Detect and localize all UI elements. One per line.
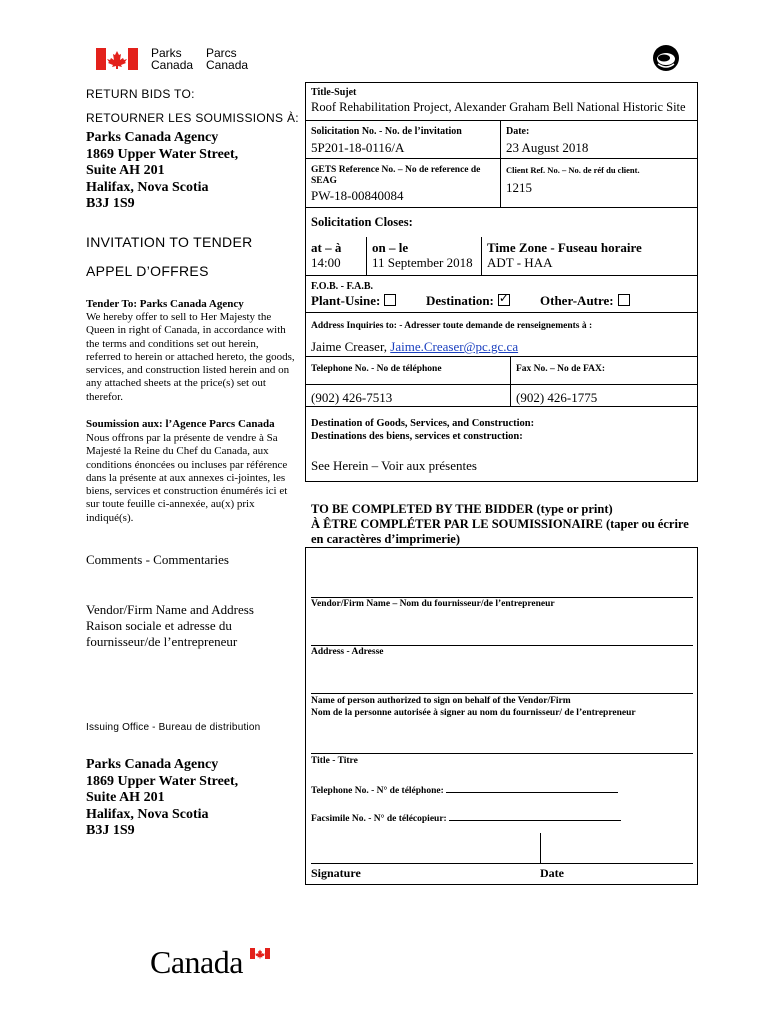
authorized-person-label-line: Name of person authorized to sign on behalf of the Vendor/Firm bbox=[311, 696, 571, 706]
date-label: Date: bbox=[506, 126, 530, 137]
see-herein-value: See Herein – Voir aux présentes bbox=[311, 458, 477, 473]
other-autre-label: Other-Autre: bbox=[540, 293, 614, 308]
telephone-label: Telephone No. - No de téléphone bbox=[311, 364, 442, 374]
address-line-field[interactable] bbox=[311, 645, 693, 646]
return-address bbox=[86, 130, 238, 213]
fob-label: F.O.B. - F.A.B. bbox=[311, 281, 374, 292]
bidder-heading-line: en caractères d’imprimerie) bbox=[311, 532, 461, 546]
issuing-office-label: Issuing Office - Bureau de distribution bbox=[86, 722, 261, 733]
soumission-title: Soumission aux: l’Agence Parcs Canada bbox=[86, 418, 275, 430]
on-label: on – le bbox=[372, 240, 409, 255]
destination-checkbox[interactable] bbox=[498, 294, 510, 306]
vendor-name-label: Vendor/Firm Name – Nom du fournisseur/de l’entrepreneur bbox=[311, 599, 555, 609]
soumission-body: Nous offrons par la présente de vendre à Sa Majesté la Reine du Chef du Canada, aux conditions énoncées ou incluses par référence dans la présente at aux annexes ci-jointes, les biens, services et construction énumérés ici et sur toute feuille ci-annexée, au(x) prix indiqué(s). bbox=[86, 432, 288, 524]
authorized-person-label-line: Nom de la personne autorisée à signer au nom du fournisseur/ de l’entrepreneur bbox=[311, 708, 636, 718]
vendor-name-line[interactable] bbox=[311, 597, 693, 598]
parcs-fr-word: Parcs bbox=[206, 46, 237, 60]
title-label: Title-Sujet bbox=[311, 87, 357, 98]
authorized-person-line[interactable] bbox=[311, 693, 693, 694]
vendor-label-line: Vendor/Firm Name and Address bbox=[86, 602, 254, 617]
invitation-heading: INVITATION TO TENDER bbox=[86, 234, 253, 250]
comments-label: Comments - Commentaries bbox=[86, 552, 229, 567]
gets-label-line: GETS Reference No. – No de reference de bbox=[311, 165, 481, 175]
canada-en-word: Canada bbox=[151, 58, 194, 72]
address-line: Halifax, Nova Scotia bbox=[86, 179, 209, 195]
solicitation-no-label: Solicitation No. - No. de l’invitation bbox=[311, 126, 462, 137]
issuing-address-line: Parks Canada Agency bbox=[86, 757, 219, 772]
at-label: at – à bbox=[311, 240, 342, 255]
facsimile-field[interactable] bbox=[311, 810, 621, 824]
on-value: 11 September 2018 bbox=[372, 255, 473, 270]
issuing-address-line: B3J 1S9 bbox=[86, 823, 135, 838]
canada-wordmark-text: Canada bbox=[150, 944, 243, 980]
address-line: 1869 Upper Water Street, bbox=[86, 146, 239, 162]
beaver-emblem-icon bbox=[652, 44, 680, 72]
vendor-label-line: fournisseur/de l’entrepreneur bbox=[86, 634, 238, 649]
time-zone-value: ADT - HAA bbox=[487, 255, 553, 270]
title-field-label: Title - Titre bbox=[311, 756, 358, 766]
gets-label-line: SEAG bbox=[311, 176, 337, 186]
wordmark-flag-icon bbox=[250, 948, 270, 959]
canada-fr-word: Canada bbox=[206, 58, 249, 72]
canada-flag-icon bbox=[96, 48, 138, 70]
destination-goods-line: Destination of Goods, Services, and Construction: bbox=[311, 418, 535, 429]
plant-usine-label: Plant-Usine: bbox=[311, 293, 381, 308]
gets-reference-value: PW-18-00840084 bbox=[311, 188, 404, 203]
destination-option[interactable] bbox=[426, 293, 510, 309]
tender-to-title: Tender To: Parks Canada Agency bbox=[86, 298, 244, 310]
title-field-line[interactable] bbox=[311, 753, 693, 754]
bidder-heading-line: TO BE COMPLETED BY THE BIDDER (type or print) bbox=[311, 502, 613, 516]
plant-usine-option[interactable] bbox=[311, 293, 396, 309]
title-value: Roof Rehabilitation Project, Alexander Graham Bell National Historic Site bbox=[311, 100, 686, 114]
destination-label: Destination: bbox=[426, 293, 494, 308]
tender-to-body: We hereby offer to sell to Her Majesty the Queen in right of Canada, in accordance with the terms and conditions set out herein, referred to herein or attached hereto, the goods, services, and construction listed herein and on any attached sheets at the price(s) set out therefor. bbox=[86, 311, 295, 403]
signature-label: Signature bbox=[311, 866, 361, 880]
telephone-field-label: Telephone No. - N° de téléphone: bbox=[311, 786, 444, 796]
solicitation-closes-label: Solicitation Closes: bbox=[311, 215, 413, 229]
signature-line[interactable] bbox=[311, 863, 693, 864]
telephone-value: (902) 426-7513 bbox=[311, 390, 393, 405]
plant-usine-checkbox[interactable] bbox=[384, 294, 396, 306]
facsimile-input-line[interactable] bbox=[449, 810, 621, 821]
contact-email-link[interactable]: Jaime.Creaser@pc.gc.ca bbox=[390, 339, 519, 354]
vendor-label-line: Raison sociale et adresse du bbox=[86, 618, 232, 633]
address-line: Parks Canada Agency bbox=[86, 130, 219, 145]
bidder-heading-line: À ÊTRE COMPLÉTER PAR LE SOUMISSIONAIRE (taper ou écrire bbox=[311, 517, 689, 531]
facsimile-field-label: Facsimile No. - N° de télécopieur: bbox=[311, 814, 447, 824]
address-line: Suite AH 201 bbox=[86, 163, 165, 178]
solicitation-no-value: 5P201-18-0116/A bbox=[311, 140, 405, 155]
retourner-label: RETOURNER LES SOUMISSIONS À: bbox=[86, 111, 299, 125]
canada-wordmark bbox=[150, 944, 243, 980]
date-value: 23 August 2018 bbox=[506, 140, 589, 155]
client-ref-value: 1215 bbox=[506, 180, 532, 195]
issuing-address-line: Halifax, Nova Scotia bbox=[86, 806, 209, 822]
issuing-address-line: Suite AH 201 bbox=[86, 790, 165, 805]
other-autre-option[interactable] bbox=[540, 293, 630, 309]
bidder-heading bbox=[311, 502, 689, 547]
time-zone-label: Time Zone - Fuseau horaire bbox=[487, 240, 642, 255]
contact-line bbox=[311, 339, 518, 355]
contact-name: Jaime Creaser, bbox=[311, 339, 388, 354]
appel-heading: APPEL D’OFFRES bbox=[86, 263, 209, 279]
date-field-label: Date bbox=[540, 866, 564, 880]
fax-label: Fax No. – No de FAX: bbox=[516, 364, 606, 374]
issuing-address-line: 1869 Upper Water Street, bbox=[86, 773, 239, 789]
parks-canada-logo bbox=[96, 47, 256, 73]
return-bids-label: RETURN BIDS TO: bbox=[86, 87, 195, 101]
issuing-address bbox=[86, 757, 238, 840]
other-autre-checkbox[interactable] bbox=[618, 294, 630, 306]
destination-goods-line: Destinations des biens, services et construction: bbox=[311, 431, 523, 442]
address-line: B3J 1S9 bbox=[86, 196, 135, 211]
fax-value: (902) 426-1775 bbox=[516, 390, 598, 405]
address-inquiries-label: Address Inquiries to: - Adresser toute demande de renseignements à : bbox=[311, 321, 593, 331]
parks-en-word: Parks bbox=[151, 46, 182, 60]
gets-reference-label bbox=[311, 165, 480, 187]
address-field-label: Address - Adresse bbox=[311, 647, 384, 657]
vendor-address-label bbox=[86, 602, 254, 650]
destination-goods-label bbox=[311, 417, 534, 443]
at-value: 14:00 bbox=[311, 255, 341, 270]
client-ref-label: Client Ref. No. – No. de réf du client. bbox=[506, 165, 640, 175]
authorized-person-label bbox=[311, 695, 636, 719]
telephone-field[interactable] bbox=[311, 782, 618, 796]
telephone-input-line[interactable] bbox=[446, 782, 618, 793]
